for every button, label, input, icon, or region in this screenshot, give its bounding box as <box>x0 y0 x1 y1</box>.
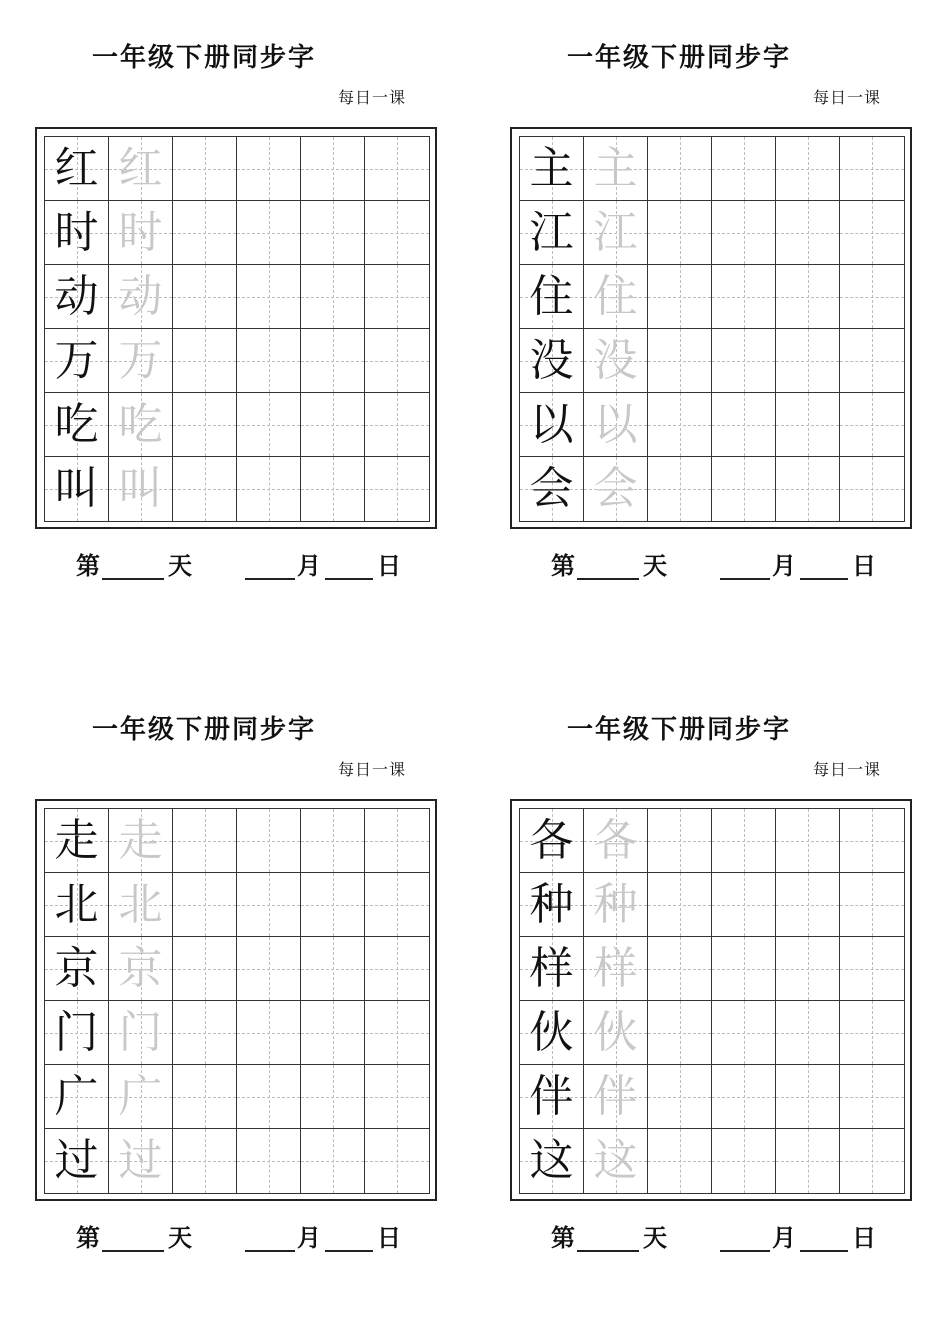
sheet-subtitle: 每日一课 <box>337 88 406 107</box>
trace-char-cell[interactable] <box>584 329 648 393</box>
date-footer <box>0 1220 408 1256</box>
model-char-cell[interactable] <box>45 1129 109 1193</box>
practice-cell[interactable] <box>365 1001 429 1065</box>
day-number-blank[interactable] <box>102 1220 164 1252</box>
model-character: 江 <box>529 206 574 258</box>
practice-cell[interactable] <box>301 1065 365 1129</box>
practice-cell[interactable] <box>840 809 904 873</box>
trace-character: 住 <box>593 270 638 322</box>
trace-character: 走 <box>118 814 163 866</box>
practice-cell[interactable] <box>712 329 776 393</box>
practice-cell[interactable] <box>365 329 429 393</box>
practice-cell[interactable] <box>301 329 365 393</box>
trace-character: 叫 <box>118 463 163 514</box>
practice-cell[interactable] <box>173 329 237 393</box>
model-character: 叫 <box>54 463 99 514</box>
model-character: 走 <box>54 814 99 866</box>
practice-cell[interactable] <box>776 809 840 873</box>
month-blank[interactable] <box>245 548 295 580</box>
day-suffix-label: 天 <box>643 1223 667 1252</box>
sheet-4 <box>475 672 883 1252</box>
practice-cell[interactable] <box>840 137 904 201</box>
month-blank[interactable] <box>720 548 770 580</box>
day-suffix-label: 天 <box>643 551 667 580</box>
practice-cell[interactable] <box>173 393 237 457</box>
practice-cell[interactable] <box>840 265 904 329</box>
model-character: 伙 <box>529 1006 574 1058</box>
trace-char-cell[interactable] <box>584 1129 648 1193</box>
sheet-subtitle: 每日一课 <box>812 760 881 779</box>
practice-cell[interactable] <box>237 393 301 457</box>
trace-character: 样 <box>593 942 638 994</box>
trace-character: 北 <box>118 878 163 930</box>
model-character: 万 <box>54 334 99 386</box>
date-label: 日 <box>377 1223 401 1252</box>
practice-grid <box>44 136 430 522</box>
trace-character: 种 <box>593 878 638 930</box>
model-character: 没 <box>529 334 574 386</box>
practice-cell[interactable] <box>840 873 904 937</box>
trace-char-cell[interactable] <box>109 1001 173 1065</box>
trace-character: 京 <box>118 942 163 994</box>
practice-cell[interactable] <box>365 937 429 1001</box>
practice-cell[interactable] <box>301 201 365 265</box>
practice-cell[interactable] <box>173 809 237 873</box>
trace-character: 广 <box>118 1070 163 1122</box>
model-character: 以 <box>529 398 574 450</box>
trace-char-cell[interactable] <box>584 137 648 201</box>
practice-cell[interactable] <box>712 457 776 521</box>
month-label: 月 <box>772 1223 796 1252</box>
month-blank[interactable] <box>720 1220 770 1252</box>
practice-cell[interactable] <box>365 809 429 873</box>
model-char-cell[interactable] <box>520 1129 584 1193</box>
practice-cell[interactable] <box>301 1129 365 1193</box>
trace-character: 门 <box>118 1006 163 1058</box>
practice-cell[interactable] <box>840 1129 904 1193</box>
day-suffix-label: 天 <box>168 551 192 580</box>
trace-char-cell[interactable] <box>584 873 648 937</box>
practice-cell[interactable] <box>648 873 712 937</box>
trace-char-cell[interactable] <box>584 937 648 1001</box>
model-char-cell[interactable] <box>45 809 109 873</box>
sheet-subtitle: 每日一课 <box>812 88 881 107</box>
practice-grid <box>519 136 905 522</box>
practice-cell[interactable] <box>173 265 237 329</box>
trace-char-cell[interactable] <box>109 329 173 393</box>
practice-cell[interactable] <box>712 1129 776 1193</box>
practice-cell[interactable] <box>237 265 301 329</box>
trace-character: 过 <box>118 1135 163 1186</box>
model-character: 住 <box>529 270 574 322</box>
practice-cell[interactable] <box>365 265 429 329</box>
month-label: 月 <box>772 551 796 580</box>
practice-cell[interactable] <box>648 937 712 1001</box>
practice-cell[interactable] <box>237 937 301 1001</box>
sheet-1 <box>0 0 408 580</box>
trace-character: 吃 <box>118 398 163 450</box>
practice-cell[interactable] <box>365 1129 429 1193</box>
practice-cell[interactable] <box>173 201 237 265</box>
day-prefix-label: 第 <box>551 1223 575 1252</box>
practice-cell[interactable] <box>648 329 712 393</box>
model-char-cell[interactable] <box>520 937 584 1001</box>
model-character: 红 <box>54 142 99 194</box>
model-char-cell[interactable] <box>520 201 584 265</box>
practice-cell[interactable] <box>840 937 904 1001</box>
practice-cell[interactable] <box>173 457 237 521</box>
trace-char-cell[interactable] <box>109 457 173 521</box>
trace-character: 这 <box>593 1135 638 1186</box>
practice-cell[interactable] <box>776 873 840 937</box>
model-char-cell[interactable] <box>45 873 109 937</box>
model-char-cell[interactable] <box>520 873 584 937</box>
model-char-cell[interactable] <box>45 1001 109 1065</box>
practice-cell[interactable] <box>365 201 429 265</box>
model-character: 京 <box>54 942 99 994</box>
model-character: 过 <box>54 1135 99 1186</box>
practice-cell[interactable] <box>776 265 840 329</box>
model-character: 各 <box>529 814 574 866</box>
model-character: 动 <box>54 270 99 322</box>
trace-char-cell[interactable] <box>109 1129 173 1193</box>
practice-cell[interactable] <box>776 937 840 1001</box>
trace-char-cell[interactable] <box>109 393 173 457</box>
month-label: 月 <box>297 551 321 580</box>
sheet-3 <box>0 672 408 1252</box>
day-prefix-label: 第 <box>76 551 100 580</box>
trace-char-cell[interactable] <box>109 265 173 329</box>
date-blank[interactable] <box>325 1220 373 1252</box>
practice-cell[interactable] <box>776 1065 840 1129</box>
trace-char-cell[interactable] <box>584 809 648 873</box>
practice-cell[interactable] <box>301 1001 365 1065</box>
practice-cell[interactable] <box>173 937 237 1001</box>
day-suffix-label: 天 <box>168 1223 192 1252</box>
practice-cell[interactable] <box>237 201 301 265</box>
model-char-cell[interactable] <box>45 1065 109 1129</box>
trace-char-cell[interactable] <box>584 1001 648 1065</box>
practice-cell[interactable] <box>648 1065 712 1129</box>
trace-character: 会 <box>593 463 638 514</box>
practice-cell[interactable] <box>648 809 712 873</box>
model-char-cell[interactable] <box>520 809 584 873</box>
date-blank[interactable] <box>800 548 848 580</box>
practice-cell[interactable] <box>840 201 904 265</box>
practice-cell[interactable] <box>365 457 429 521</box>
practice-cell[interactable] <box>301 137 365 201</box>
model-character: 广 <box>54 1070 99 1122</box>
practice-cell[interactable] <box>301 937 365 1001</box>
trace-character: 各 <box>593 814 638 866</box>
practice-cell[interactable] <box>648 201 712 265</box>
practice-cell[interactable] <box>173 1065 237 1129</box>
sheet-subtitle: 每日一课 <box>337 760 406 779</box>
practice-cell[interactable] <box>776 1001 840 1065</box>
practice-cell[interactable] <box>712 1065 776 1129</box>
practice-cell[interactable] <box>365 873 429 937</box>
practice-cell[interactable] <box>648 137 712 201</box>
practice-cell[interactable] <box>237 1065 301 1129</box>
practice-cell[interactable] <box>173 1129 237 1193</box>
sheet-2 <box>475 0 883 580</box>
day-number-blank[interactable] <box>102 548 164 580</box>
practice-grid <box>44 808 430 1194</box>
practice-cell[interactable] <box>712 137 776 201</box>
model-char-cell[interactable] <box>45 937 109 1001</box>
practice-cell[interactable] <box>776 329 840 393</box>
model-character: 时 <box>54 206 99 258</box>
trace-character: 伙 <box>593 1006 638 1058</box>
practice-cell[interactable] <box>173 873 237 937</box>
practice-grid <box>519 808 905 1194</box>
day-number-blank[interactable] <box>577 1220 639 1252</box>
date-blank[interactable] <box>325 548 373 580</box>
trace-char-cell[interactable] <box>584 201 648 265</box>
practice-cell[interactable] <box>173 1001 237 1065</box>
model-character: 主 <box>529 142 574 194</box>
date-blank[interactable] <box>800 1220 848 1252</box>
practice-cell[interactable] <box>301 393 365 457</box>
trace-char-cell[interactable] <box>584 457 648 521</box>
sheet-title: 一年级下册同步字 <box>566 43 791 73</box>
model-character: 种 <box>529 878 574 930</box>
practice-cell[interactable] <box>365 1065 429 1129</box>
trace-char-cell[interactable] <box>109 201 173 265</box>
trace-character: 红 <box>118 142 163 194</box>
practice-cell[interactable] <box>712 1001 776 1065</box>
practice-cell[interactable] <box>237 1129 301 1193</box>
model-char-cell[interactable] <box>45 265 109 329</box>
trace-character: 时 <box>118 206 163 258</box>
trace-character: 以 <box>593 398 638 450</box>
model-char-cell[interactable] <box>520 329 584 393</box>
model-char-cell[interactable] <box>520 1065 584 1129</box>
practice-cell[interactable] <box>648 457 712 521</box>
practice-cell[interactable] <box>712 393 776 457</box>
model-character: 门 <box>54 1006 99 1058</box>
trace-character: 伴 <box>593 1070 638 1122</box>
practice-cell[interactable] <box>237 329 301 393</box>
practice-cell[interactable] <box>776 393 840 457</box>
sheet-title: 一年级下册同步字 <box>91 715 316 745</box>
date-label: 日 <box>377 551 401 580</box>
model-char-cell[interactable] <box>520 137 584 201</box>
practice-cell[interactable] <box>648 1001 712 1065</box>
trace-char-cell[interactable] <box>109 137 173 201</box>
practice-cell[interactable] <box>237 137 301 201</box>
sheet-title: 一年级下册同步字 <box>91 43 316 73</box>
trace-char-cell[interactable] <box>584 1065 648 1129</box>
trace-character: 没 <box>593 334 638 386</box>
practice-cell[interactable] <box>776 201 840 265</box>
model-char-cell[interactable] <box>520 457 584 521</box>
model-character: 样 <box>529 942 574 994</box>
model-character: 伴 <box>529 1070 574 1122</box>
model-char-cell[interactable] <box>45 137 109 201</box>
model-char-cell[interactable] <box>520 1001 584 1065</box>
practice-cell[interactable] <box>712 201 776 265</box>
trace-char-cell[interactable] <box>584 265 648 329</box>
model-character: 会 <box>529 463 574 514</box>
date-footer <box>475 1220 883 1256</box>
trace-char-cell[interactable] <box>109 809 173 873</box>
model-char-cell[interactable] <box>520 265 584 329</box>
model-char-cell[interactable] <box>45 201 109 265</box>
practice-cell[interactable] <box>301 265 365 329</box>
practice-cell[interactable] <box>776 137 840 201</box>
model-character: 这 <box>529 1135 574 1186</box>
month-blank[interactable] <box>245 1220 295 1252</box>
trace-character: 主 <box>593 142 638 194</box>
trace-character: 动 <box>118 270 163 322</box>
practice-cell[interactable] <box>237 1001 301 1065</box>
trace-char-cell[interactable] <box>109 873 173 937</box>
model-char-cell[interactable] <box>45 329 109 393</box>
model-char-cell[interactable] <box>45 393 109 457</box>
date-label: 日 <box>852 551 876 580</box>
practice-cell[interactable] <box>237 809 301 873</box>
model-character: 吃 <box>54 398 99 450</box>
month-label: 月 <box>297 1223 321 1252</box>
model-character: 北 <box>54 878 99 930</box>
day-number-blank[interactable] <box>577 548 639 580</box>
practice-cell[interactable] <box>840 1001 904 1065</box>
practice-cell[interactable] <box>237 873 301 937</box>
date-label: 日 <box>852 1223 876 1252</box>
practice-cell[interactable] <box>648 265 712 329</box>
practice-cell[interactable] <box>648 1129 712 1193</box>
practice-cell[interactable] <box>301 809 365 873</box>
practice-cell[interactable] <box>237 457 301 521</box>
practice-cell[interactable] <box>648 393 712 457</box>
practice-cell[interactable] <box>776 1129 840 1193</box>
practice-cell[interactable] <box>840 393 904 457</box>
trace-character: 江 <box>593 206 638 258</box>
trace-char-cell[interactable] <box>109 937 173 1001</box>
practice-cell[interactable] <box>712 265 776 329</box>
practice-cell[interactable] <box>840 1065 904 1129</box>
day-prefix-label: 第 <box>551 551 575 580</box>
practice-cell[interactable] <box>365 393 429 457</box>
model-char-cell[interactable] <box>520 393 584 457</box>
trace-char-cell[interactable] <box>109 1065 173 1129</box>
practice-cell[interactable] <box>712 937 776 1001</box>
practice-cell[interactable] <box>712 809 776 873</box>
date-footer <box>475 548 883 584</box>
day-prefix-label: 第 <box>76 1223 100 1252</box>
practice-cell[interactable] <box>365 137 429 201</box>
practice-cell[interactable] <box>301 873 365 937</box>
date-footer <box>0 548 408 584</box>
practice-cell[interactable] <box>776 457 840 521</box>
practice-cell[interactable] <box>173 137 237 201</box>
sheet-title: 一年级下册同步字 <box>566 715 791 745</box>
practice-cell[interactable] <box>301 457 365 521</box>
trace-character: 万 <box>118 334 163 386</box>
model-char-cell[interactable] <box>45 457 109 521</box>
practice-cell[interactable] <box>712 873 776 937</box>
practice-cell[interactable] <box>840 457 904 521</box>
trace-char-cell[interactable] <box>584 393 648 457</box>
practice-cell[interactable] <box>840 329 904 393</box>
